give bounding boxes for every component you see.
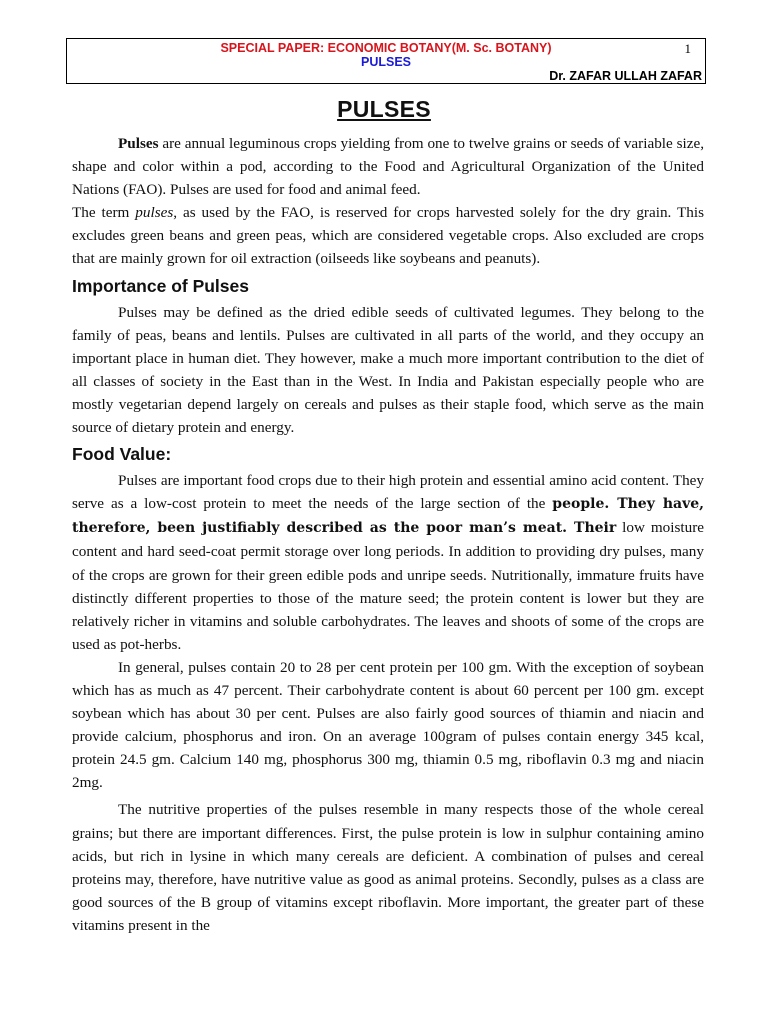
page-number: 1 xyxy=(684,41,691,56)
header-course-title: SPECIAL PAPER: ECONOMIC BOTANY(M. Sc. BOTANY) xyxy=(220,41,552,55)
food-value-heading: Food Value: xyxy=(72,444,172,465)
page-header xyxy=(66,38,706,84)
poor-mans-meat-sentence: people. They have, therefore, been justifiably described as the poor man’s meat. Their xyxy=(72,496,704,537)
intro-term: Pulses xyxy=(118,135,159,152)
food-value-paragraph-1 xyxy=(72,469,704,656)
intro-paragraph xyxy=(72,132,704,201)
food-value-paragraph-3: The nutritive properties of the pulses resemble in many respects those of the whole cereal grains; but there are important differences. First, the pulse protein is low in sulphur containing amino acids, but rich in lysine in which many cereals are deficient. A combination of pulses and cereal proteins may, therefore, have nutritive value as good as animal proteins. Secondly, pulses as a class are good sources of the B group of vitamins except riboflavin. More important, the greater part of these vitamins present in the xyxy=(72,801,704,934)
food-value-p1-pre: Pulses are important food crops due to their high protein and essential amino acid content. They serve as a low-cost protein to meet the needs of the large section of the xyxy=(72,472,704,513)
fao-term-pre: The term xyxy=(72,204,136,222)
food-value-paragraph-2: In general, pulses contain 20 to 28 per cent protein per 100 gm. With the exception of soybean which has as much as 47 percent. Their carbohydrate content is about 60 percent per 100 gm. except soybean which has about 30 per cent. Pulses are also fairly good sources of thiamin and niacin and provide calcium, phosphorus and iron. On an average 100gram of pulses contain energy 345 kcal, protein 24.5 gm. Calcium 140 mg, phosphorus 300 mg, thiamin 0.5 mg, riboflavin 0.3 mg and niacin 2mg. xyxy=(72,658,704,792)
page-title: PULSES xyxy=(337,96,431,122)
header-topic: PULSES xyxy=(360,55,411,69)
importance-heading: Importance of Pulses xyxy=(72,275,249,296)
fao-term-paragraph xyxy=(72,201,704,270)
header-author: Dr. ZAFAR ULLAH ZAFAR xyxy=(549,69,702,83)
food-value-p1-post: low moisture content and hard seed-coat permit storage over long periods. In addition to providing dry pulses, many of the crops are grown for their green edible pods and unripe seeds. Nutritionally, immature fruits have distinctly different properties to those of the mature seed; the protein content is lower but they are relatively richer in vitamins and soluble carbohydrates. The leaves and shoots of some of the crops are used as pot-herbs. xyxy=(72,519,704,653)
document-body xyxy=(72,132,704,937)
fao-term: pulses xyxy=(135,204,174,222)
importance-paragraph: Pulses may be defined as the dried edible seeds of cultivated legumes. They belong to the family of peas, beans and lentils. Pulses are cultivated in all parts of the world, and they occupy an important place in human diet. They however, make a much more important contribution to the diet of all classes of society in the East than in the West. In India and Pakistan especially people who are mostly vegetarian depend largely on cereals and pulses as their staple food, which serve as the main source of dietary protein and energy. xyxy=(72,303,704,437)
intro-text: are annual leguminous crops yielding from one to twelve grains or seeds of variable size, shape and color within a pod, according to the Food and Agricultural Organization of the United Nations (FAO). Pulses are used for food and animal feed. xyxy=(72,135,704,199)
fao-term-post: , as used by the FAO, is reserved for crops harvested solely for the dry grain. This excludes green beans and green peas, which are considered vegetable crops. Also excluded are crops that are mainly grown for oil extraction (oilseeds like soybeans and peanuts). xyxy=(72,204,704,268)
